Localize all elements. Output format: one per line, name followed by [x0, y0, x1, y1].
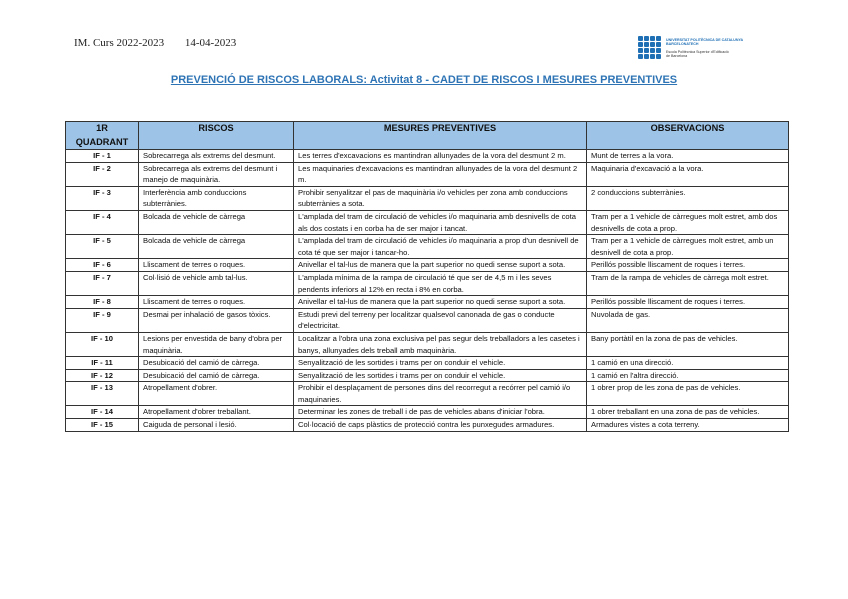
risk-code: IF - 8: [66, 296, 139, 309]
observation-cell: Munt de terres a la vora.: [587, 150, 789, 163]
risk-cell: Desubicació del camió de càrrega.: [139, 369, 294, 382]
observation-cell: 1 camió en l'altra direcció.: [587, 369, 789, 382]
measure-cell: Senyalització de les sortides i trams per on conduir el vehicle.: [294, 357, 587, 370]
observation-cell: Bany portàtil en la zona de pas de vehicles.: [587, 332, 789, 356]
logo-school-name: Escola Politècnica Superior d'Edificació de Barcelona: [666, 50, 729, 59]
table-row: [66, 186, 789, 210]
table-row: [66, 271, 789, 295]
measure-cell: Prohibir senyalitzar el pas de maquinària i/o vehicles per zona amb conduccions subterrànies a sota.: [294, 186, 587, 210]
observation-cell: Tram per a 1 vehicle de càrregues molt estret, amb dos desnivells de cota a prop.: [587, 210, 789, 234]
table-row: [66, 296, 789, 309]
measure-cell: L'amplada mínima de la rampa de circulació té que ser de 4,5 m i les seves pendents inferiors al 12% en recta i 8% en corba.: [294, 271, 587, 295]
risk-cell: Lesions per envestida de bany d'obra per maquinària.: [139, 332, 294, 356]
measure-cell: L'amplada del tram de circulació de vehicles i/o maquinaria a prop d'un desnivell de cota té que ser major i tancar-ho.: [294, 235, 587, 259]
risk-code: IF - 9: [66, 308, 139, 332]
measure-cell: Determinar les zones de treball i de pas de vehicles abans d'iniciar l'obra.: [294, 406, 587, 419]
table-row: [66, 308, 789, 332]
table-row: [66, 235, 789, 259]
table-row: [66, 419, 789, 432]
document-title: PREVENCIÓ DE RISCOS LABORALS: Activitat 8 - CADET DE RISCOS I MESURES PREVENTIVES: [170, 74, 678, 86]
measure-cell: Les maquinaries d'excavacions es mantindran allunyades de la vora del desmunt 2 m.: [294, 162, 587, 186]
table-row: [66, 369, 789, 382]
risk-cell: Bolcada de vehicle de càrrega: [139, 210, 294, 234]
header-quadrant: 1R QUADRANT: [66, 122, 139, 150]
header-mesures: MESURES PREVENTIVES: [294, 122, 587, 150]
risk-code: IF - 15: [66, 419, 139, 432]
observation-cell: Perillós possible lliscament de roques i terres.: [587, 259, 789, 272]
university-logo: [638, 34, 768, 62]
risk-code: IF - 3: [66, 186, 139, 210]
risk-cell: Atropellament d'obrer treballant.: [139, 406, 294, 419]
risk-cell: Col·lisió de vehicle amb tal-lus.: [139, 271, 294, 295]
risk-cell: Bolcada de vehicle de càrrega: [139, 235, 294, 259]
risk-code: IF - 13: [66, 382, 139, 406]
table-row: [66, 259, 789, 272]
table-row: [66, 406, 789, 419]
risk-table: [65, 121, 789, 432]
risk-cell: Lliscament de terres o roques.: [139, 296, 294, 309]
risk-cell: Caiguda de personal i lesió.: [139, 419, 294, 432]
observation-cell: Armadures vistes a cota terreny.: [587, 419, 789, 432]
measure-cell: Anivellar el tal-lus de manera que la part superior no quedi sense suport a sota.: [294, 296, 587, 309]
measure-cell: Les terres d'excavacions es mantindran allunyades de la vora del desmunt 2 m.: [294, 150, 587, 163]
risk-code: IF - 1: [66, 150, 139, 163]
measure-cell: L'amplada del tram de circulació de vehicles i/o maquinaria amb desnivells de cota als dos costats i en corba ha de ser major i tancat.: [294, 210, 587, 234]
measure-cell: Estudi previ del terreny per localitzar qualsevol canonada de gas o conducte d'electricitat.: [294, 308, 587, 332]
measure-cell: Prohibir el desplaçament de persones dins del recorregut a recórrer pel camió i/o maquinaries.: [294, 382, 587, 406]
risk-cell: Atropellament d'obrer.: [139, 382, 294, 406]
observation-cell: Perillós possible lliscament de roques i terres.: [587, 296, 789, 309]
observation-cell: Maquinaria d'excavació a la vora.: [587, 162, 789, 186]
table-row: [66, 150, 789, 163]
risk-cell: Desmai per inhalació de gasos tòxics.: [139, 308, 294, 332]
observation-cell: Tram de la rampa de vehicles de càrrega molt estret.: [587, 271, 789, 295]
risk-code: IF - 5: [66, 235, 139, 259]
risk-cell: Lliscament de terres o roques.: [139, 259, 294, 272]
table-row: [66, 357, 789, 370]
risk-code: IF - 14: [66, 406, 139, 419]
header-observacions: OBSERVACIONS: [587, 122, 789, 150]
observation-cell: 2 conduccions subterrànies.: [587, 186, 789, 210]
table-row: [66, 162, 789, 186]
risk-cell: Desubicació del camió de càrrega.: [139, 357, 294, 370]
risk-code: IF - 7: [66, 271, 139, 295]
table-header-row: [66, 122, 789, 150]
header-riscos: RISCOS: [139, 122, 294, 150]
observation-cell: Tram per a 1 vehicle de càrregues molt estret, amb un desnivell de cota a prop.: [587, 235, 789, 259]
risk-code: IF - 11: [66, 357, 139, 370]
risk-code: IF - 10: [66, 332, 139, 356]
measure-cell: Anivellar el tal-lus de manera que la part superior no quedi sense suport a sota.: [294, 259, 587, 272]
logo-university-name: UNIVERSITAT POLITÈCNICA DE CATALUNYA BARCELONATECH: [666, 38, 744, 47]
risk-cell: Interferència amb conduccions subterrànies.: [139, 186, 294, 210]
observation-cell: Nuvolada de gas.: [587, 308, 789, 332]
risk-cell: Sobrecarrega als extrems del desmunt.: [139, 150, 294, 163]
risk-code: IF - 12: [66, 369, 139, 382]
observation-cell: 1 obrer prop de les zona de pas de vehicles.: [587, 382, 789, 406]
course-label: IM. Curs 2022-2023: [74, 37, 165, 49]
measure-cell: Col·locació de caps plàstics de protecció contra les punxegudes armadures.: [294, 419, 587, 432]
risk-code: IF - 6: [66, 259, 139, 272]
observation-cell: 1 obrer treballant en una zona de pas de vehicles.: [587, 406, 789, 419]
table-row: [66, 382, 789, 406]
table-row: [66, 332, 789, 356]
measure-cell: Senyalització de les sortides i trams per on conduir el vehicle.: [294, 369, 587, 382]
risk-code: IF - 4: [66, 210, 139, 234]
table-row: [66, 210, 789, 234]
date-label: 14-04-2023: [184, 37, 237, 49]
observation-cell: 1 camió en una direcció.: [587, 357, 789, 370]
document-header: [74, 37, 254, 49]
risk-code: IF - 2: [66, 162, 139, 186]
upc-logo-icon: [638, 36, 662, 60]
risk-cell: Sobrecarrega als extrems del desmunt i manejo de maquinària.: [139, 162, 294, 186]
measure-cell: Localitzar a l'obra una zona exclusiva pel pas segur dels treballadors a les casetes i banys, allunyades dels treball amb maquinària.: [294, 332, 587, 356]
